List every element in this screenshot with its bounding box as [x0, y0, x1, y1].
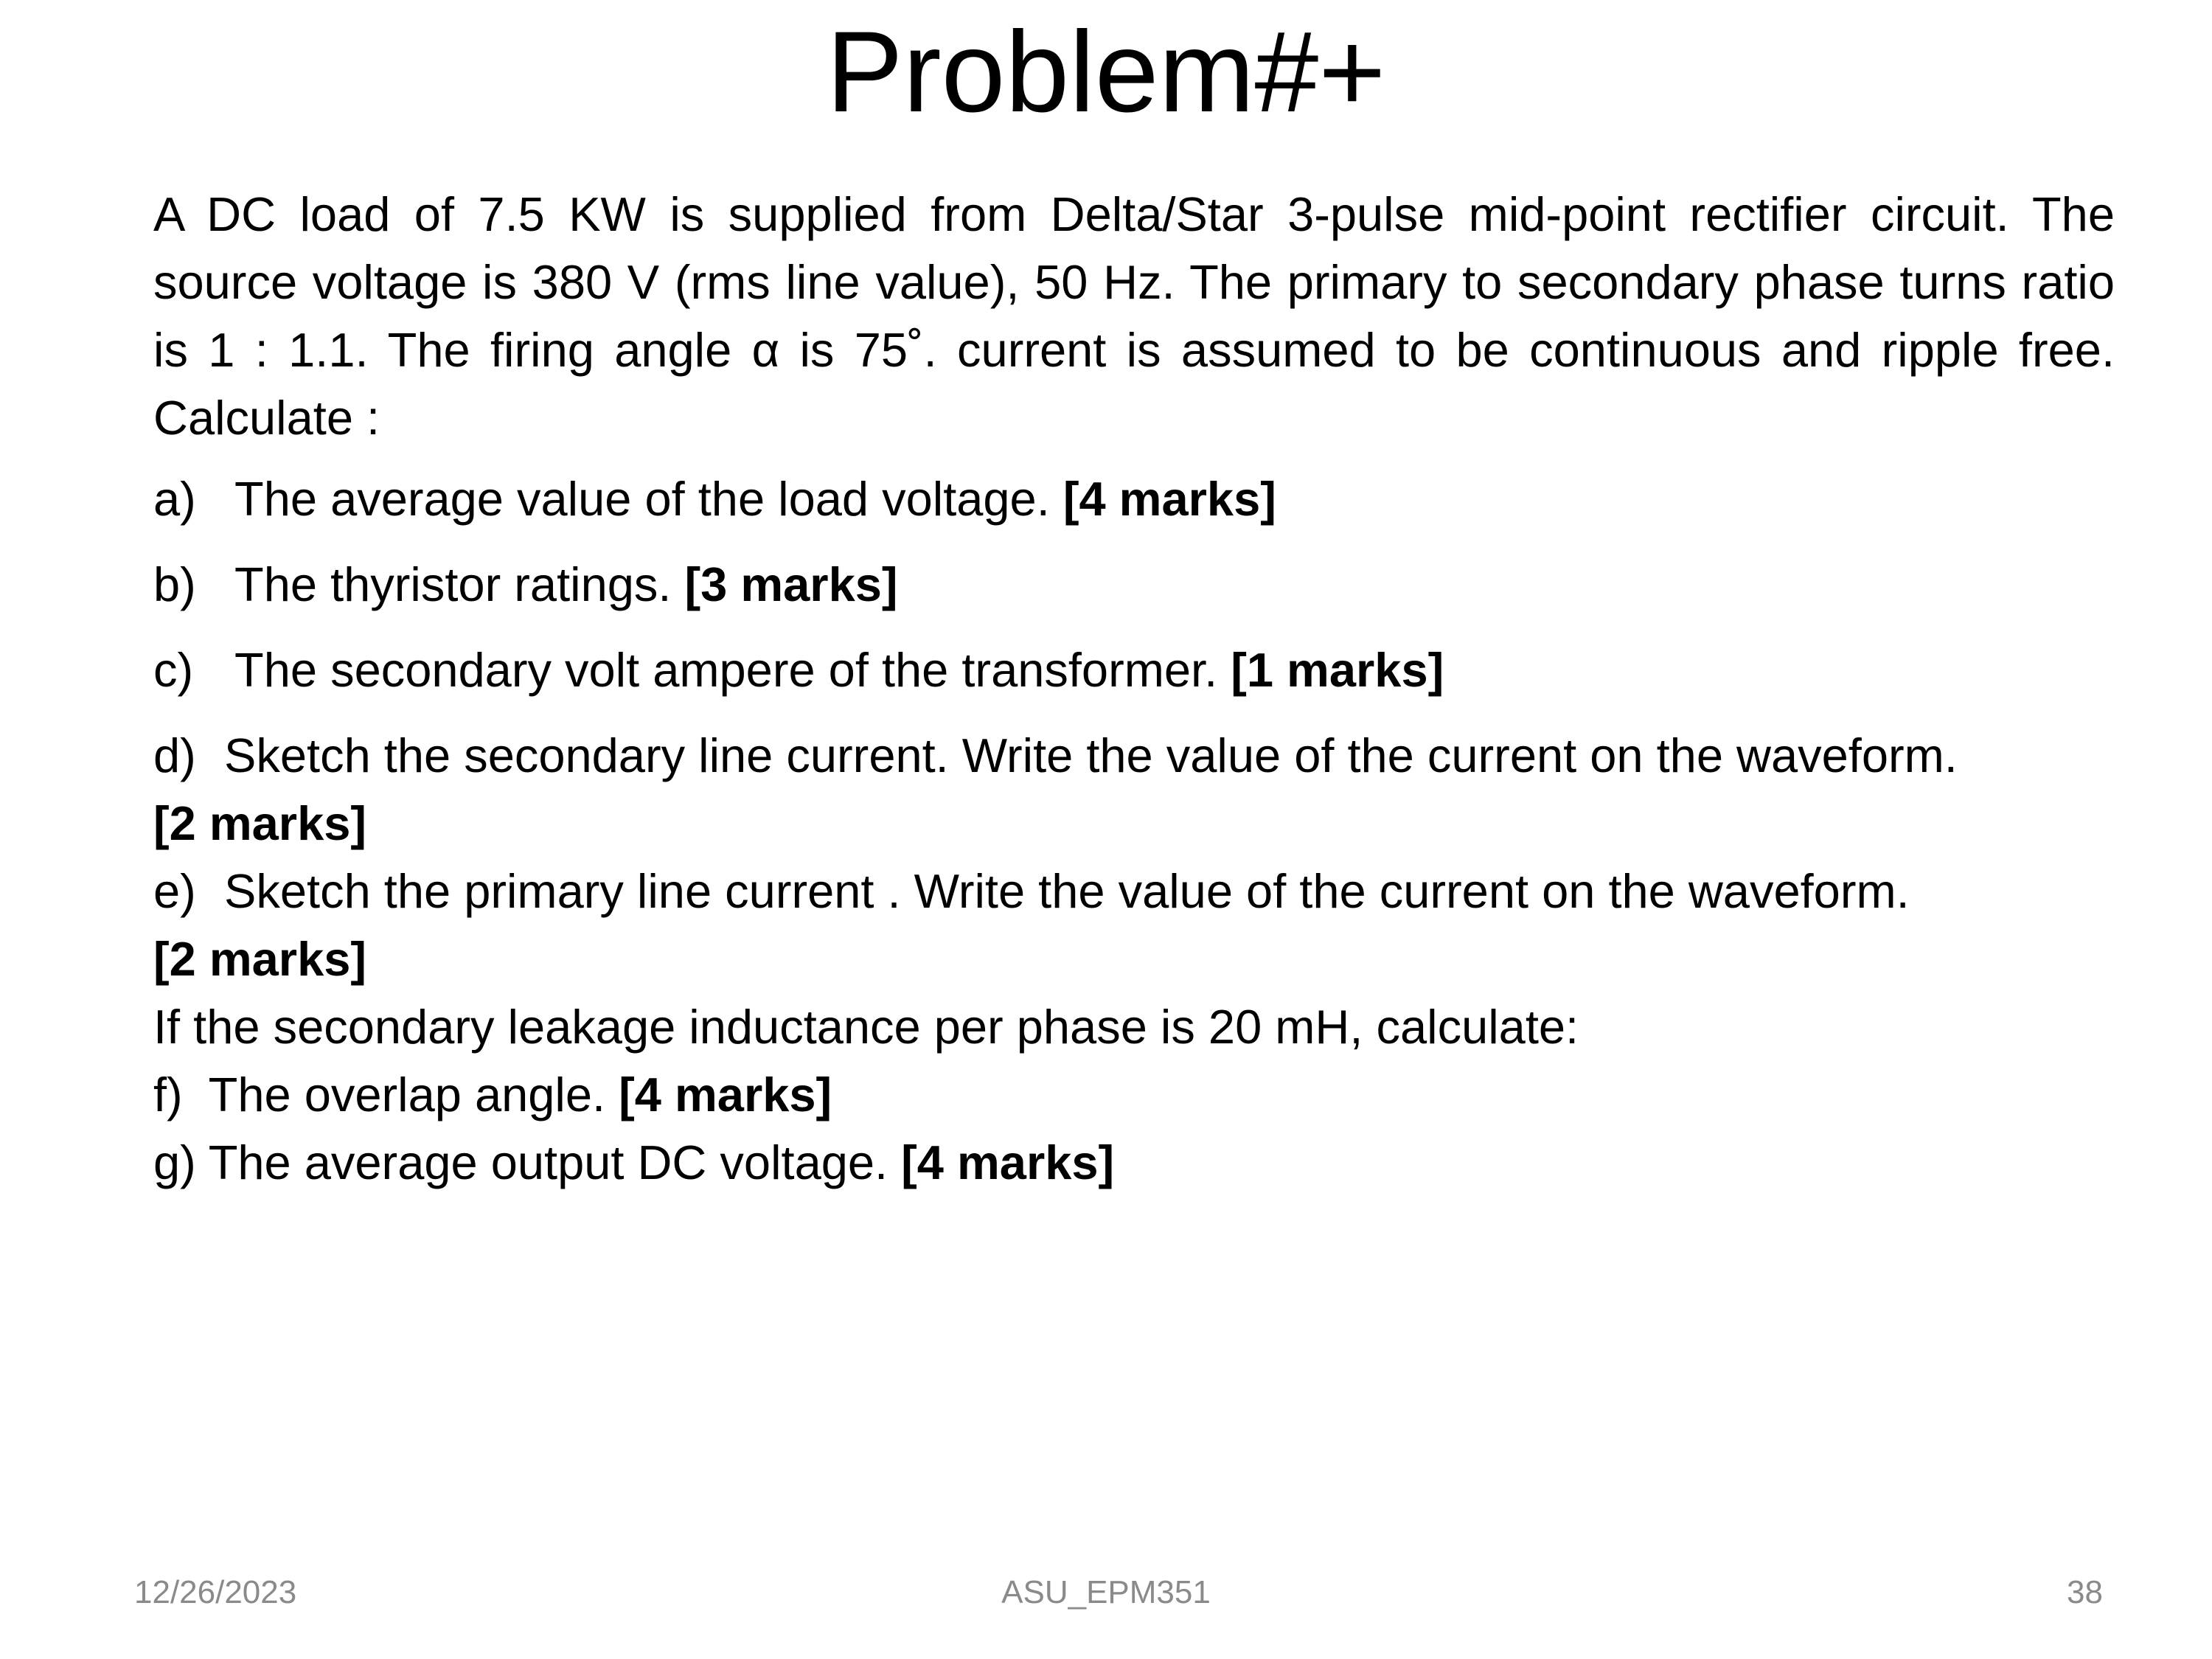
question-e	[153, 858, 2115, 993]
question-f	[153, 1061, 2115, 1129]
question-text: Sketch the secondary line current. Write the value of the current on the waveform.	[224, 728, 1958, 782]
question-letter: e)	[153, 864, 196, 918]
question-text: The average value of the load voltage.	[234, 472, 1050, 526]
question-d	[153, 722, 2115, 858]
question-letter: c)	[153, 643, 194, 697]
question-marks: [4 marks]	[1062, 472, 1276, 526]
question-marks: [4 marks]	[619, 1068, 832, 1121]
question-marks: [4 marks]	[901, 1135, 1115, 1189]
question-marks: [2 marks]	[153, 796, 367, 850]
question-letter: d)	[153, 728, 196, 782]
footer-page-number: 38	[2067, 1574, 2103, 1610]
problem-body	[153, 181, 2115, 1197]
question-a	[153, 465, 2115, 533]
question-marks: [2 marks]	[153, 932, 367, 986]
question-c	[153, 636, 2115, 704]
footer-date: 12/26/2023	[134, 1574, 297, 1610]
question-text: The thyristor ratings.	[234, 557, 672, 611]
question-text: The secondary volt ampere of the transformer.	[234, 643, 1218, 697]
question-marks: [3 marks]	[684, 557, 898, 611]
question-b	[153, 551, 2115, 619]
slide-title: Problem#+	[826, 8, 1386, 136]
footer-course: ASU_EPM351	[1001, 1574, 1211, 1610]
question-text: Sketch the primary line current . Write the value of the current on the waveform.	[224, 864, 1910, 918]
question-letter: a)	[153, 472, 196, 526]
question-letter: b)	[153, 557, 196, 611]
problem-statement: A DC load of 7.5 KW is supplied from Delta/Star 3-pulse mid-point rectifier circuit. The source voltage is 380 V (rms line value), 50 Hz. The primary to secondary phase turns ratio is 1 : 1.1. The firing angle α is 75˚. current is assumed to be continuous and ripple free. Calculate :	[153, 187, 2115, 445]
question-letter: f)	[153, 1068, 183, 1121]
leakage-condition: If the secondary leakage inductance per phase is 20 mH, calculate:	[153, 1000, 1579, 1054]
question-marks: [1 marks]	[1231, 643, 1444, 697]
question-text: The average output DC voltage.	[208, 1135, 888, 1189]
question-g	[153, 1129, 2115, 1197]
question-text: The overlap angle.	[208, 1068, 606, 1121]
question-letter: g)	[153, 1135, 196, 1189]
